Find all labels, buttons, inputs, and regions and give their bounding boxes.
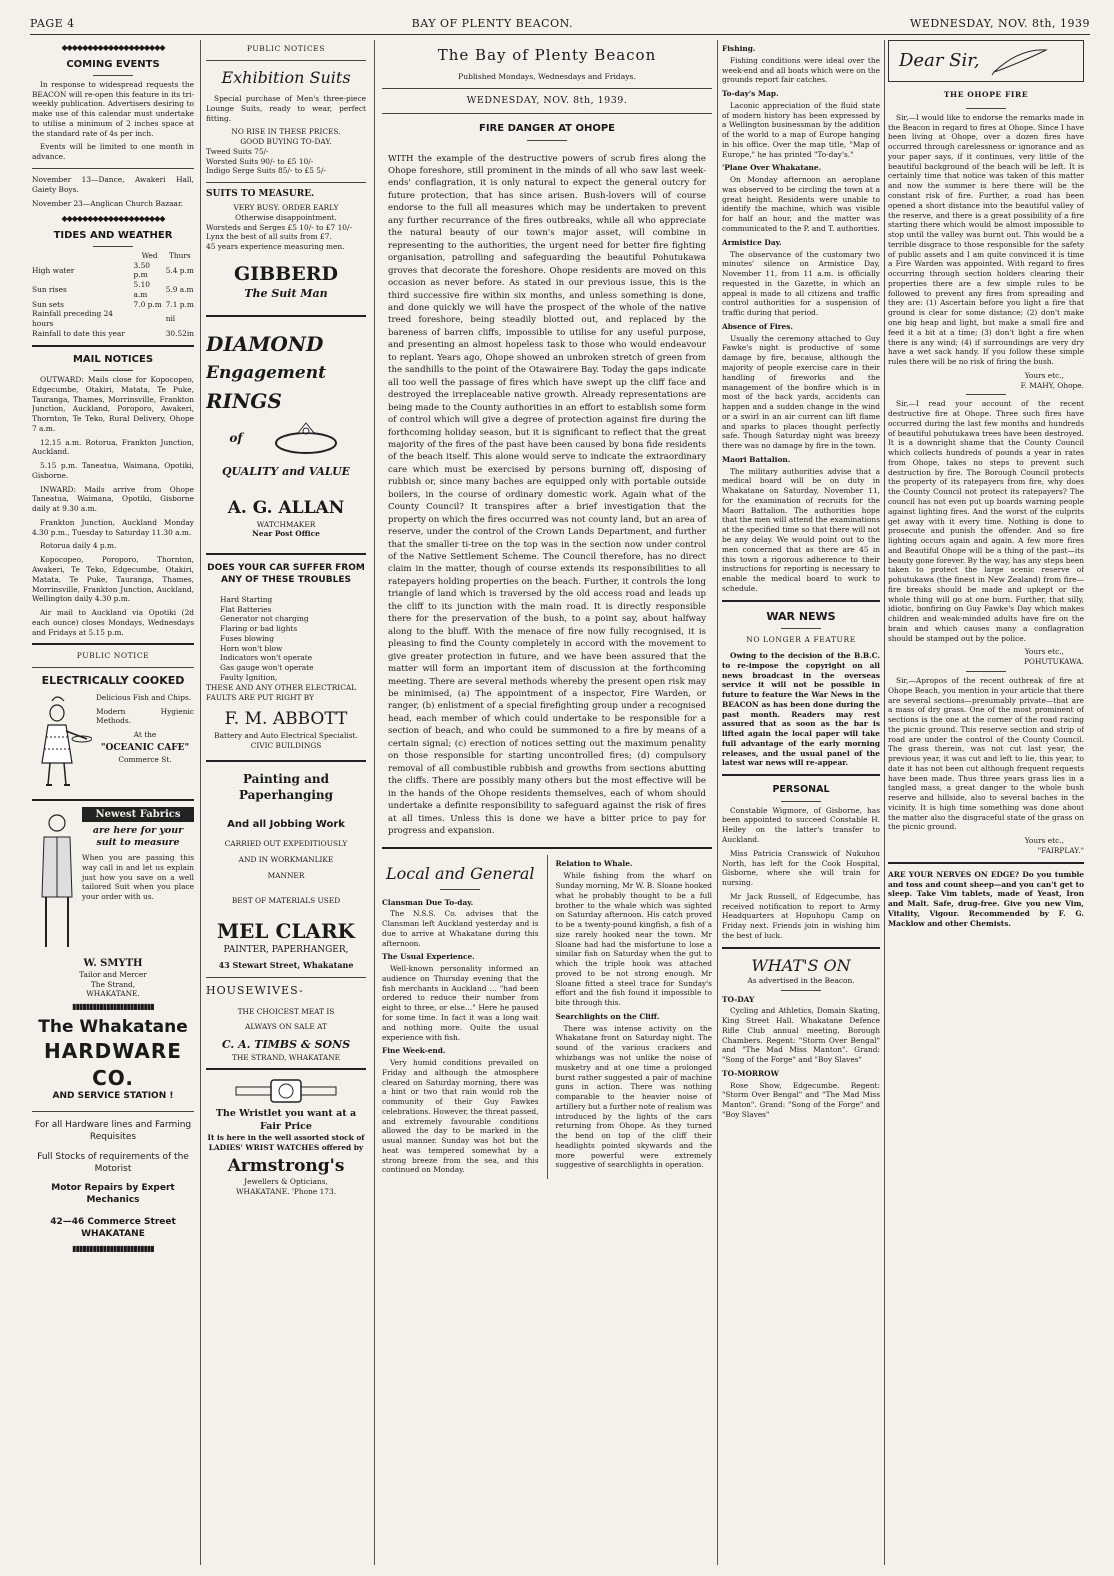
tides-row [32,300,194,310]
tides-cell: Rainfall to date this year [32,329,125,339]
divider [888,862,1084,864]
meat-line: THE CHOICEST MEAT IS [237,1006,335,1016]
car-cured: THESE AND ANY OTHER ELECTRICAL FAULTS ARE PUT RIGHT BY [206,682,357,702]
dear-sir-title: Dear Sir, [899,50,980,72]
smyth-ad [32,807,194,957]
housewives: HOUSEWIVES- [206,983,304,997]
hardware-title-1: The Whakatane [38,1016,188,1037]
column-4 [722,40,880,1124]
divider [206,60,366,61]
smyth-role: Tailor and Mercer [79,969,147,979]
personal-title: PERSONAL [772,784,830,796]
gibberd-name: GIBBERD [234,262,338,285]
news-text: The observance of the customary two minutes' silence on Armistice Day, November 11, from 11 a.m. is officially requested in the Gazette, in which an appeal is made to all citizens and traffic control authorities for a suspension of traffic during that period. [722,249,880,318]
hardware-sub: AND SERVICE STATION ! [52,1091,174,1101]
paper-title: The Bay of Plenty Beacon [437,46,657,64]
divider [32,643,194,645]
divider [382,113,712,114]
cafe-line: Delicious Fish and Chips. [96,692,192,702]
coming-events-intro: In response to widespread requests the BEACON will re-open this feature in its tri-weekly publication. Advertisers desiring to make use of this calendar must undertake to utilise a minimum of 2 inches space at the standard rate of 4s per inch. [32,79,194,138]
paint-line: AND IN WORKMANLIKE [238,854,334,864]
engagement-title: Engagement [206,362,326,383]
news-text: On Monday afternoon an aeroplane was observed to be circling the town at a great height. Residents were unable to identify the machine, which was visible for half an hour, and the matter was communicated to the P. and T. authorities. [722,175,880,234]
rings-title: RINGS [206,389,282,414]
personal-item: Constable Wigmore, of Gisborne, has been appointed to succeed Constable H. Heiley on the latter's transfer to Auckland. [722,805,880,844]
masthead-rule [30,34,1090,35]
short-rule [93,75,133,76]
news-heading: Maori Battalion. [722,454,791,464]
tides-header-cell: Wed [141,250,158,260]
local-heading: Relation to Whale. [555,859,633,869]
local-general-section [382,855,712,1179]
mail-para: 12.15 a.m. Rotorua, Frankton Junction, Auckland. [32,437,194,457]
letter-closing: Yours etc., [1024,836,1064,846]
divider [382,88,712,89]
public-notices-label: PUBLIC NOTICES [246,44,326,53]
column-1 [32,40,194,1257]
abbott-addr: CIVIC BUILDINGS [250,740,322,750]
news-heading: Fishing. [722,44,756,53]
letter-signature: F. MAHY, Ohope. [1020,380,1084,390]
news-heading: To-day's Map. [722,89,779,99]
measure-lynx: Lynx the best of all suits from £7. [206,232,332,242]
column-3 [382,40,712,1179]
tomorrow-heading: TO-MORROW [722,1068,779,1078]
smyth-street: The Strand, [90,979,136,989]
ohope-fire-title: THE OHOPE FIRE [943,90,1029,99]
local-text: While fishing from the wharf on Sunday morning, Mr W. B. Sloane hooked what he probably thought to be a full brother to the whale which was sighted on Saturday afternoon. His catch proved to be a twenty-pound kingfish, a fish of a size rarely hooked near the town. Mr Sloane had had the misfortune to lose a similar fish on Saturday when the gut to which the triple hook was attached proved to be not strong enough. Mr Sloane fitted a steel trace for Sunday's effort and the fish found it impossible to bite through this. [555,871,712,1008]
diamond-title: DIAMOND [206,332,324,357]
divider [722,774,880,776]
short-rule [93,246,133,247]
letter-text: Sir,—I would like to endorse the remarks made in the Beacon in regard to fires at Ohope. Since I have been living at Ohope, over a dozen fires have occurred through carelessness or ignorance and as your paper says, if it continues, very little of the beautiful background of the beach will be left. It is certainly time that notice was taken of this matter and now the summer is here there will be the constant risk of fire. Further, a road has been opened a short distance into the beautiful valley of the reserve, and there is a great possibility of a fire starting there which would be almost impossible to stop until the valley was burnt out. This would be a terrible disgrace to those responsible for the safety of public assets and I am quite convinced it is time a Fire Warden was appointed. With regard to fires occurring through section holders clearing their properties there are a few simple rules to be followed to prevent any fires from spreading and they are: (1) Ascertain before you light a fire that ground is clear for some distance; (2) don't make one big heap and light, but make a small fire and feed it a bit at a time; (3) don't light a fire when there is any wind; (4) if surroundings are very dry have a wet sack handy. If you follow these simple rules there will be no risk of firing the bush. [888,112,1084,367]
tides-header-row [32,251,194,261]
short-rule [781,801,821,802]
local-text: Well-known personality informed an audience on Thursday evening that the fish merchants in Auckland … "had been ordered to reduce their number from eight to three, or else…" Here he paused for some time. In fact it was a long wait and nothing more. Quite the usual experience with fish. [382,964,539,1042]
tides-cell: Rainfall preceding 24 hours [32,309,113,329]
tides-cell: 7.1 p.m [165,299,194,309]
cafe-street: Commerce St. [118,754,172,764]
car-list-item: Gas gauge won't operate [220,663,314,673]
column-rule [884,40,885,1565]
divider [206,760,366,762]
tides-row [32,329,194,339]
watch-illustration-wrap [206,1076,366,1106]
public-notice-label: PUBLIC NOTICE [76,651,150,661]
exhibition-price: Worsted Suits 90/- to £5 10/- [206,156,314,166]
gibberd-sub: The Suit Man [244,286,328,300]
issue-date: WEDNESDAY, NOV. 8th, 1939 [910,16,1090,30]
ornament-rule: ◆◆◆◆◆◆◆◆◆◆◆◆◆◆◆◆◆◆◆◆ [61,214,165,224]
tides-header-cell [32,251,134,261]
hardware-addr: 42—46 Commerce Street [50,1217,176,1228]
measure-title: SUITS TO MEASURE. [206,189,315,200]
local-title: Local and General [386,864,535,884]
whats-on-sub: As advertised in the Beacon. [747,975,855,985]
tides-cell: 5.9 a.m [165,285,194,295]
measure-prices: Worsteds and Serges £5 10/- to £7 10/- [206,222,352,232]
car-list-item: Fuses blowing [220,633,274,643]
tides-row [32,280,194,300]
smyth-town: WHAKATANE. [86,989,140,999]
timbs-name: C. A. TIMBS & SONS [221,1038,351,1052]
local-heading: Searchlights on the Cliff. [555,1011,660,1021]
car-list-item: Flaring or bad lights [220,624,298,634]
personal-item: Mr Jack Russell, of Edgecumbe, has received notification to report to Army Headquarters at Hopuhopu Camp on Friday next. Friends join in wishing him the best of luck. [722,891,880,940]
car-list-item: Faulty Ignition, [220,673,278,682]
hardware-line: Full Stocks of requirements of the Motorist [37,1151,189,1174]
short-rule [781,990,821,991]
measure-exp: 45 years experience measuring men. [206,242,345,252]
paint-line: CARRIED OUT EXPEDITIOUSLY [224,839,348,849]
editorial-title: FIRE DANGER AT OHOPE [479,123,615,135]
local-right-column [555,855,712,1179]
local-text: There was intense activity on the Whakatane front on Saturday night. The sound of the various crackers and whizbangs was not unlike the noise of musketry and at one time a prolonged burst rather suggested a pair of machine guns in action. There was nothing comparable to the heavier noise of artillery but a further note of realism was introduced by the lights of the cars returning from Ohope. As they turned the bend on top of the cliff their headlights pointed skywards and the more powerful were extremely suggestive of searchlights in operation. [555,1023,712,1170]
local-heading: Clansman Due To-day. [382,897,474,907]
quill-icon [990,46,1050,76]
divider [382,847,712,849]
tides-cell [134,329,166,339]
tides-title: TIDES AND WEATHER [53,229,173,241]
divider [206,1068,366,1070]
letter-closing: Yours etc., [1024,647,1064,657]
car-list-item: Hard Starting [220,594,273,604]
tides-cell: 5.4 p.m [165,265,194,275]
cooked-title: ELECTRICALLY COOKED [41,674,185,688]
exhibition-price: Indigo Serge Suits 85/- to £5 5/- [206,166,326,176]
mail-para: Air mail to Auckland via Opotiki (2d each ounce) closes Mondays, Wednesdays and Fridays at 5.15 p.m. [32,608,194,637]
mail-para: Rotorua daily 4 p.m. [40,541,117,551]
personal-item: Miss Patricia Cranswick of Nukuhou North, has left for the Cook Hospital, Gisborne, where she will train for nursing. [722,848,880,888]
exhibition-text: Special purchase of Men's three-piece Lounge Suits, ready to wear, perfect fitting. [206,94,366,123]
tailor-figure [32,807,82,957]
news-text: The military authorities advise that a medical board will be on duty in Whakatane on Saturday, November 11, for the examination of recruits for the Maori Battalion. The authorities hope that the men will attend the examinations at the specified time so that there will not be any delay. We would point out to the men concerned that as there are 45 in this town a rigorous adherence to their instructions for reporting is necessary to enable the medical board to work to schedule. [722,466,880,593]
smyth-name: W. SMYTH [83,957,143,969]
mail-para: Frankton Junction, Auckland Monday 4.30 p.m., Tuesday to Saturday 11.30 a.m. [32,517,194,537]
editorial-date: WEDNESDAY, NOV. 8th, 1939. [466,94,628,106]
armstrong-addr: WHAKATANE. 'Phone 173. [235,1187,337,1197]
editorial-body [382,153,712,838]
hardware-motor: Motor Repairs by Expert Mechanics [51,1183,175,1206]
armstrong-name: Armstrong's [227,1155,345,1176]
car-list [220,595,366,683]
letter-signature: POHUTUKAWA. [1023,657,1084,667]
paint-and: And all Jobbing Work [227,818,345,830]
wristlet-text: It is here in the well assorted stock of LADIES' WRIST WATCHES offered by [207,1133,365,1153]
letter-text: Sir,—Apropos of the recent outbreak of fire at Ohope Beach, you mention in your article that there are several sections—presumably private—that are a mass of dry grass. One of the most prominent of sections is the one at the corner of the road racing the picnic ground. This reserve section and strip of road are under the control of the County Council. The grass therein, was not cut last year, the previous year, it was cut and left to lie, this year, to date it has not been cut although frequent requests have been made. Thus three years grass lies in a tangled mass, a great danger to the whole bush reserve and hillside, also to several baches in the vicinity. It is high time something was done about the matter also the disgraceful state of the grass on the picnic ground. [888,676,1084,832]
tides-cell: 3.50 p.m [133,260,151,280]
car-list-item: Generator not charging [220,614,309,624]
divider [32,799,194,801]
paint-title: Painting and Paperhanging [238,772,334,803]
short-rule [440,889,480,890]
abbott-name: F. M. ABBOTT [224,709,348,730]
newest-sub: are here for your suit to measure [92,824,184,849]
ornament-rule: ▮▮▮▮▮▮▮▮▮▮▮▮▮▮▮▮▮▮▮▮▮▮▮▮ [72,1243,154,1253]
car-list-item: Horn won't blow [220,643,283,653]
tides-cell: Sun sets [32,299,64,309]
car-list-item: Indicators won't operate [220,653,313,663]
measure-busy: VERY BUSY. ORDER EARLY [233,203,339,212]
tides-cell [134,309,166,329]
divider [32,168,194,169]
page-number: PAGE 4 [30,16,75,30]
divider [32,667,194,668]
timbs-addr: THE STRAND, WHAKATANE [231,1052,341,1062]
divider [722,947,880,949]
local-heading: The Usual Experience. [382,952,475,962]
column-rule [200,40,201,1565]
letter-signature: "FAIRPLAY." [1037,846,1084,856]
divider [32,1111,194,1112]
divider [206,315,366,317]
news-text: Fishing conditions were ideal over the week-end and all boats which were on the grounds report fair catches. [722,55,880,85]
allan-name: A. G. ALLAN [227,498,345,519]
tides-cell: High water [32,265,75,275]
news-heading: 'Plane Over Whakatane. [722,163,822,173]
tides-cell: 30.52in [165,329,194,339]
cafe-name: "OCEANIC CAFE" [100,742,190,753]
clark-name: MEL CLARK [217,919,355,944]
column-2 [206,40,366,1197]
war-news-title: WAR NEWS [766,609,836,623]
cafe-at: At the [133,730,157,740]
letter-text: Sir,—I read your account of the recent destructive fire at Ohope. Three such fires have occurred during the last few months and hundreds of beautiful pohutukawa trees have been destroyed. It is a downright shame that the County Council which collects hundreds of pounds a year in rates from Ohope, takes no steps to prevent such destruction by fire. The Borough Council protects the property of its ratepayers from fire, why does the County Council not protect its ratepayers? The council has not even put up boards warning people against lighting fires. And the worst of the culprits get away with it every time. Nothing is done to prosecute and punish the offender. And so fire lighting occurs again and again. A few more fires and Beautiful Ohope will be a thing of the past—its beauty gone forever. By the way, has any steps been taken to protect the large scenic reserve of pohutukawa (the finest in New Zealand) from fire—fire breaks should be made and upkept or the whole thing will go at one burn. Further, that silly, idiotic, bonfiring on Guy Fawke's Day which makes children and weak-minded adults have fire on the brain and which causes many a conflagration should be stamped out by the police. [888,399,1084,643]
mail-para: Kopocopeo, Poroporo, Thornton, Awakeri, Te Teko, Edgecumbe, Otakiri, Matata, Te Puke, Tauranga, Thames, Morrinsville, Frankton Junction, Auckland, Wellington daily 4.30 p.m. [32,555,194,604]
tides-cell: 7.0 p.m [133,299,162,309]
editorial-text: WITH the example of the destructive powers of scrub fires along the Ohope foreshore, still prominent in the minds of all who saw last week-ends' conflagration, it is only natural to expect the general outcry for future protection, that has since arisen. Bush-lovers will of course endorse to the full all measures which may be undertaken to prevent any further recurrance of the fires outbreaks, while all who appreciate the natural beauty of our town's major asset, will combine in representing to the authorities, the urgent need for better fire fighting organisation, patrolling and safeguarding the beautiful Pohutukawa groves that decorate the foreshore. Ohope residents are moved on this occasion as never before. As stated in our previous issue, this is the third successive fire within six months, and unless something is done, and done quickly we will have the prospect of the whole of the native treed foreshore, being steadily blotted out, and replaced by the bareness of barren cliffs, impossible to utilise for any useful purpose, and presenting an almost hopeless task to those who would endeavour to replant. Years ago, Ohope showed an unbroken stretch of green from the sandhills to the point of the Otawairere Bay. Today the gaps indicate all too well the passage of fires which have swept up the cliff face and destroyed the irreplaceable native growth. Already representations are being made to the County authorities in an effort to establish some form of control which will give a degree of protection against fire during the forthcoming holiday season, but it is significant to reflect that the great majority of the fires of the past have been caused by bona fide residents of the beach itself. This alone would serve to indicate the extraordinary care which must be exercised by persons burning off, disposing of rubbish or, since many baches are equipped only with portable outside boilers, in the course of ordinary domestic work. Again what of the County Council? It transpires after a brief investigation that the property on which the fires occurred was not county land, but an area of reserve, under the control of the Crown Lands Department, and further that the smaller ti-tree on the top was in the section now under control of the Native Settlement Scheme. The Council therefore, has no direct claim in the matter, though of course extends its responsibilities to all ratepayers holding properties on the beach. Further, it controls the long triangle of land which is traversed by the old access road and leads up the cliff to its junction with the main road. It is directly responsible there for the preservation of the bush, to a point say, about halfway along to the bluff. With the menace of fire now fully recognised, it is pleasing to find the County completely in accord with the movement to give greater protection in future, and we have been assured that the matter will form an important item of discussion at the forthcoming meeting. There are several methods whereby the present open risk may be minimised, (a) The appointment of a inspector, Fire Warden, or ranger, (b) enlistment of a special firefighting group under a recognised head, each member of which could undertake to be responsible for a section of beach, and who could be summoned to a fire by means of a certain signal; (c) erection of notices setting out the maximum penality on those responsible for starting uncontrolled fires; (d) compulsory removal of all combustible rubbish and growths from sections abutting the cliffs. There are possibly many others but the most effective will be in the hands of the Ohope residents themselves, each of whom should undertake a definite responsibility to safeguard against the risk of fires at all times. Unless this is done we have a bitter price to pay for progress and expansion. [388,153,706,836]
news-heading: Armistice Day. [722,237,782,247]
column-5 [888,40,1084,932]
mail-para: OUTWARD: Mails close for Kopocopeo, Edgecumbe, Otakiri, Matata, Te Puke, Tauranga, Thames, Morrinsville, Frankton Junction, Auckland, Poroporo, Awakeri, Thornton, Te Teko, Rural Delivery, Ohope 7 a.m. [32,374,194,433]
news-text: Usually the ceremony attached to Guy Fawke's night is productive of some damage by fire, because, although the majority of people exercise care in their handling of fireworks and the management of the bonfire which is in most of the back yards, accidents can happen and a sudden change in the wind or a swirl in an air current can lift flame and sparks to places thought perfectly safe. Though Saturday night was breezy there was no damage by fire in the town. [722,333,880,451]
coming-events-limit: Events will be limited to one month in advance. [32,142,194,162]
local-text: Very humid conditions prevailed on Friday and although the atmosphere cleared on Saturday morning, there was a hint or two that rain would rob the community of their Guy Fawkes celebrations. However, the threat passed, and extremely favourable conditions allowed the day to be marked in the usual manner. Sunday was hot but the heat was tempered somewhat by a strong breeze from the sea, and this continued on Monday. [382,1058,539,1175]
abbott-role: Battery and Auto Electrical Specialist. [214,730,358,740]
short-rule [966,394,1006,395]
tides-row [32,309,194,329]
local-heading: Fine Week-end. [382,1046,446,1056]
column-rule [547,855,548,1179]
divider [722,600,880,602]
short-rule [966,108,1006,109]
hardware-line: For all Hardware lines and Farming Requisites [34,1119,192,1142]
paint-line: MANNER [267,870,305,880]
allan-addr: Near Post Office [252,529,320,539]
car-title: DOES YOUR CAR SUFFER FROM ANY OF THESE TROUBLES [207,563,365,585]
today-text: Cycling and Athletics, Domain Skating, King Street Hall. Whakatane Defence Rifle Club annual meeting, Borough Chambers. Regent: "Storm Over Bengal" and "The Mad Miss Manton". Grand: "Song of the Forge" and "Boy Slaves" [722,1006,880,1065]
hardware-town: WHAKATANE [81,1229,145,1239]
mail-para: INWARD: Mails arrive from Ohope Taneatua, Waimana, Opotiki, Gisborne daily at 9.30 a.m. [32,484,194,514]
exhibition-title: Exhibition Suits [221,67,351,87]
coming-events-title: COMING EVENTS [66,58,160,70]
war-news-text: Owing to the decision of the B.B.C. to re-impose the copyright on all news broadcast in the overseas service it will not be possible in future to feature the War News in the BEACON as has been done during the past month. Readers may rest assured that as soon as the bar is lifted again the local paper will take full advantage of the early morning releases, and the usual panel of the latest war news will re-appear. [722,650,880,768]
news-text: Laconic appreciation of the fluid state of modern history has been expressed by a Wellington businessman by the addition of the world to a map of Europe hanging in his office. Over the map title, "Map of Europe," he has printed "To-day's." [722,100,880,159]
allan-role: WATCHMAKER [256,519,316,529]
short-rule [966,671,1006,672]
event-item: November 13—Dance, Awakeri Hall, Gaiety Boys. [32,174,194,194]
column-rule [717,40,718,1565]
clark-addr: 43 Stewart Street, Whakatane [218,960,354,971]
mail-notices-title: MAIL NOTICES [72,353,154,365]
whats-on-title: WHAT'S ON [751,955,851,975]
armstrong-role: Jewellers & Opticians, [244,1177,328,1187]
cafe-line: Modern Hygienic Methods. [96,706,194,726]
of-word: of [229,430,243,445]
newest-fabrics: Newest Fabrics [82,807,194,822]
ornament-rule: ▮▮▮▮▮▮▮▮▮▮▮▮▮▮▮▮▮▮▮▮▮▮▮▮ [72,1002,154,1012]
tides-header-cell: Thurs [168,250,191,260]
tides-row [32,261,194,281]
masthead [30,14,1090,32]
divider [206,977,366,978]
today-heading: TO-DAY [722,994,755,1004]
wristwatch-illustration [231,1076,341,1106]
divider [206,553,366,555]
tides-table [32,251,194,339]
short-rule [527,140,567,141]
paint-best: BEST OF MATERIALS USED [231,896,341,906]
short-rule [781,628,821,629]
quality-line: QUALITY and VALUE [221,464,351,478]
exhibition-good: GOOD BUYING TO-DAY. [240,137,332,147]
divider [32,345,194,347]
ring-row [206,419,366,459]
exhibition-rise: NO RISE IN THESE PRICES. [231,127,341,137]
clark-role: PAINTER, PAPERHANGER, [223,944,349,955]
letter-closing: Yours etc., [1024,370,1064,380]
ring-illustration [266,419,346,459]
published-line: Published Mondays, Wednesdays and Fridays. [458,71,636,81]
news-heading: Absence of Fires. [722,321,793,331]
war-news-sub: NO LONGER A FEATURE [746,635,856,645]
divider [206,182,366,183]
tides-cell: 5.10 a.m [133,280,151,299]
mail-para: 5.15 p.m. Taneatua, Waimana, Opotiki, Gisborne. [32,461,194,480]
column-rule [374,40,375,1565]
dear-sir-banner [888,40,1084,82]
event-item: November 23—Anglican Church Bazaar. [32,199,184,209]
measure-appt: Otherwise disappointment. [235,212,337,222]
tides-cell: Sun rises [32,285,67,295]
wristlet-title: The Wristlet you want at a Fair Price [215,1108,357,1132]
local-text: The N.S.S. Co. advises that the Clansman left Auckland yesterday and is due to arrive at Whakatane during this afternoon. [382,909,539,948]
local-left-column [382,855,539,1179]
tides-cell: nil [165,314,176,324]
exhibition-price: Tweed Suits 75/- [206,146,269,156]
ornament-rule: ◆◆◆◆◆◆◆◆◆◆◆◆◆◆◆◆◆◆◆◆ [61,43,165,52]
car-list-item: Flat Batteries [220,604,272,614]
waitress-illustration [32,693,92,793]
paper-name: BAY OF PLENTY BEACON. [411,16,574,30]
cafe-ad [32,693,194,793]
tomorrow-text: Rose Show, Edgecumbe. Regent: "Storm Over Bengal" and "The Mad Miss Manton". Grand: "Song of the Forge" and "Boy Slaves" [722,1080,880,1119]
short-rule [93,370,133,371]
hardware-title-2: HARDWARE CO. [44,1039,182,1090]
smyth-text: When you are passing this way call in and let us explain just how you save on a well tailored Suit when you place your order with us. [82,853,194,902]
nerves-ad: ARE YOUR NERVES ON EDGE? Do you tumble and toss and count sheep—and you can't get to sleep. Take Vim tablets, made of Yeast, Iron and Malt. Safe, drug-free. Give you new Vim, Vitality, Vigour. Recommended by F. G. Macklow and other Chemists. [888,869,1084,928]
meat-line: ALWAYS ON SALE AT [245,1022,327,1032]
